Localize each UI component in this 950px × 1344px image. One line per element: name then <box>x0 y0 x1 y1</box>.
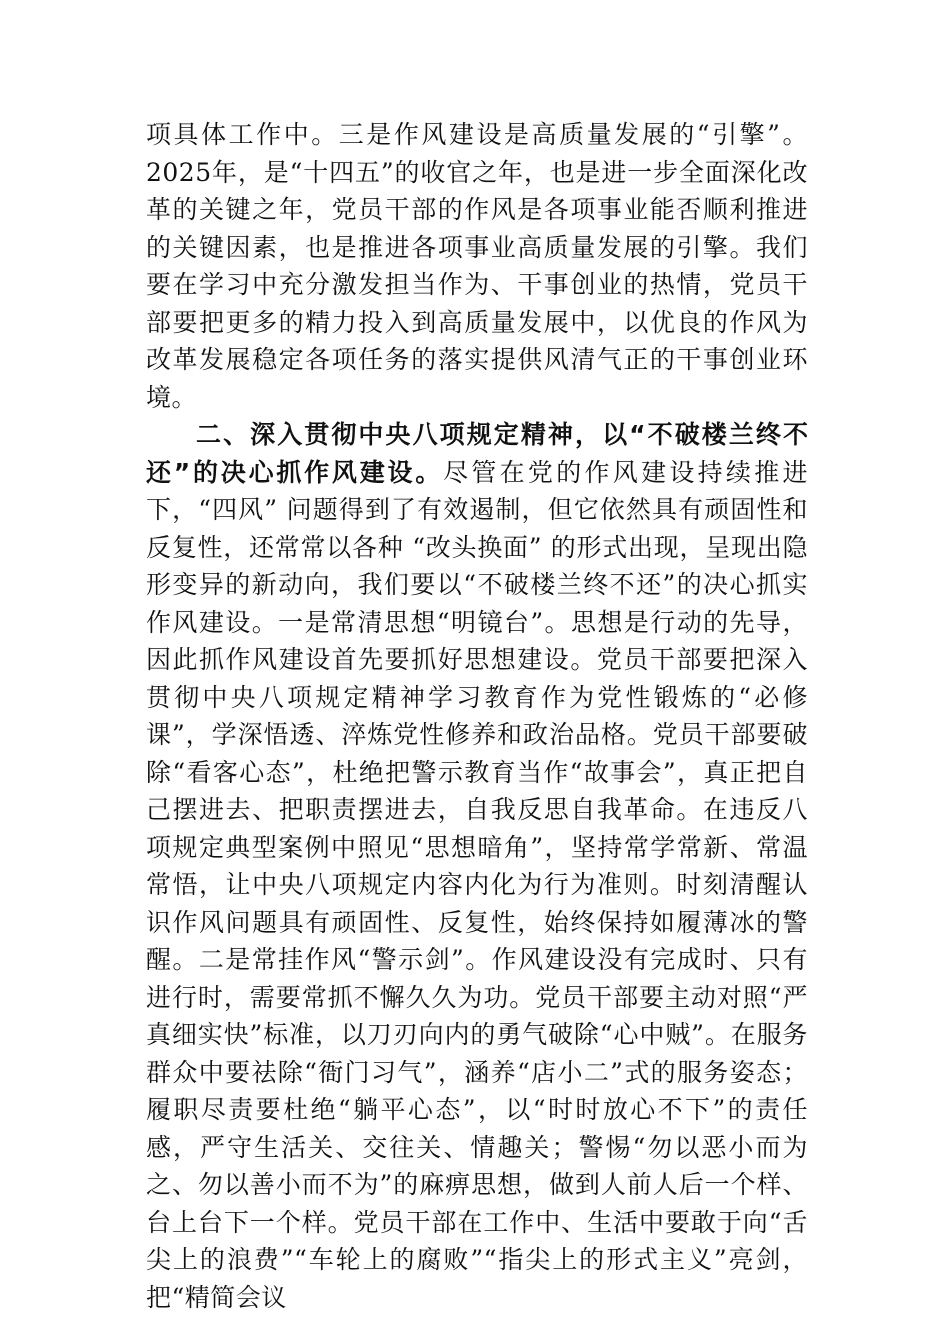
document-body <box>146 116 808 1316</box>
section-body: 尽管在党的作风建设持续推进下，“四风” 问题得到了有效遏制，但它依然具有顽固性和反复性，还常常以各种 “改头换面” 的形式出现，呈现出隐形变异的新动向，我们要以“不破楼兰终不还”的决心抓实作风建设。一是常清思想“明镜台”。思想是行动的先导，因此抓作风建设首先要抓好思想建设。党员干部要把深入贯彻中央八项规定精神学习教育作为党性锻炼的“必修课”，学深悟透、淬炼党性修养和政治品格。党员干部要破除“看客心态”，杜绝把警示教育当作“故事会”，真正把自己摆进去、把职责摆进去，自我反思自我革命。在违反八项规定典型案例中照见“思想暗角”，坚持常学常新、常温常悟，让中央八项规定内容内化为行为准则。时刻清醒认识作风问题具有顽固性、反复性，始终保持如履薄冰的警醒。二是常挂作风“警示剑”。作风建设没有完成时、只有进行时，需要常抓不懈久久为功。党员干部要主动对照“严真细实快”标准，以刀刃向内的勇气破除“心中贼”。在服务群众中要祛除“衙门习气”，涵养“店小二”式的服务姿态；履职尽责要杜绝“躺平心态”，以“时时放心不下”的责任感，严守生活关、交往关、情趣关；警惕“勿以恶小而为之、勿以善小而不为”的麻痹思想，做到人前人后一个样、台上台下一个样。党员干部在工作中、生活中要敢于向“舌尖上的浪费”“车轮上的腐败”“指尖上的形式主义”亮剑，把“精简会议 <box>146 457 809 1312</box>
paragraph-section-two <box>146 416 808 1316</box>
paragraph-continuation: 项具体工作中。三是作风建设是高质量发展的“引擎”。2025年，是“十四五”的收官之年，也是进一步全面深化改革的关键之年，党员干部的作风是各项事业能否顺利推进的关键因素，也是推进各项事业高质量发展的引擎。我们要在学习中充分激发担当作为、干事创业的热情，党员干部要把更多的精力投入到高质量发展中，以优良的作风为改革发展稳定各项任务的落实提供风清气正的干事创业环境。 <box>146 120 808 412</box>
section-heading: 二、深入贯彻中央八项规定精神，以“不破楼兰终不还”的决心抓作风建设。 <box>146 420 808 487</box>
